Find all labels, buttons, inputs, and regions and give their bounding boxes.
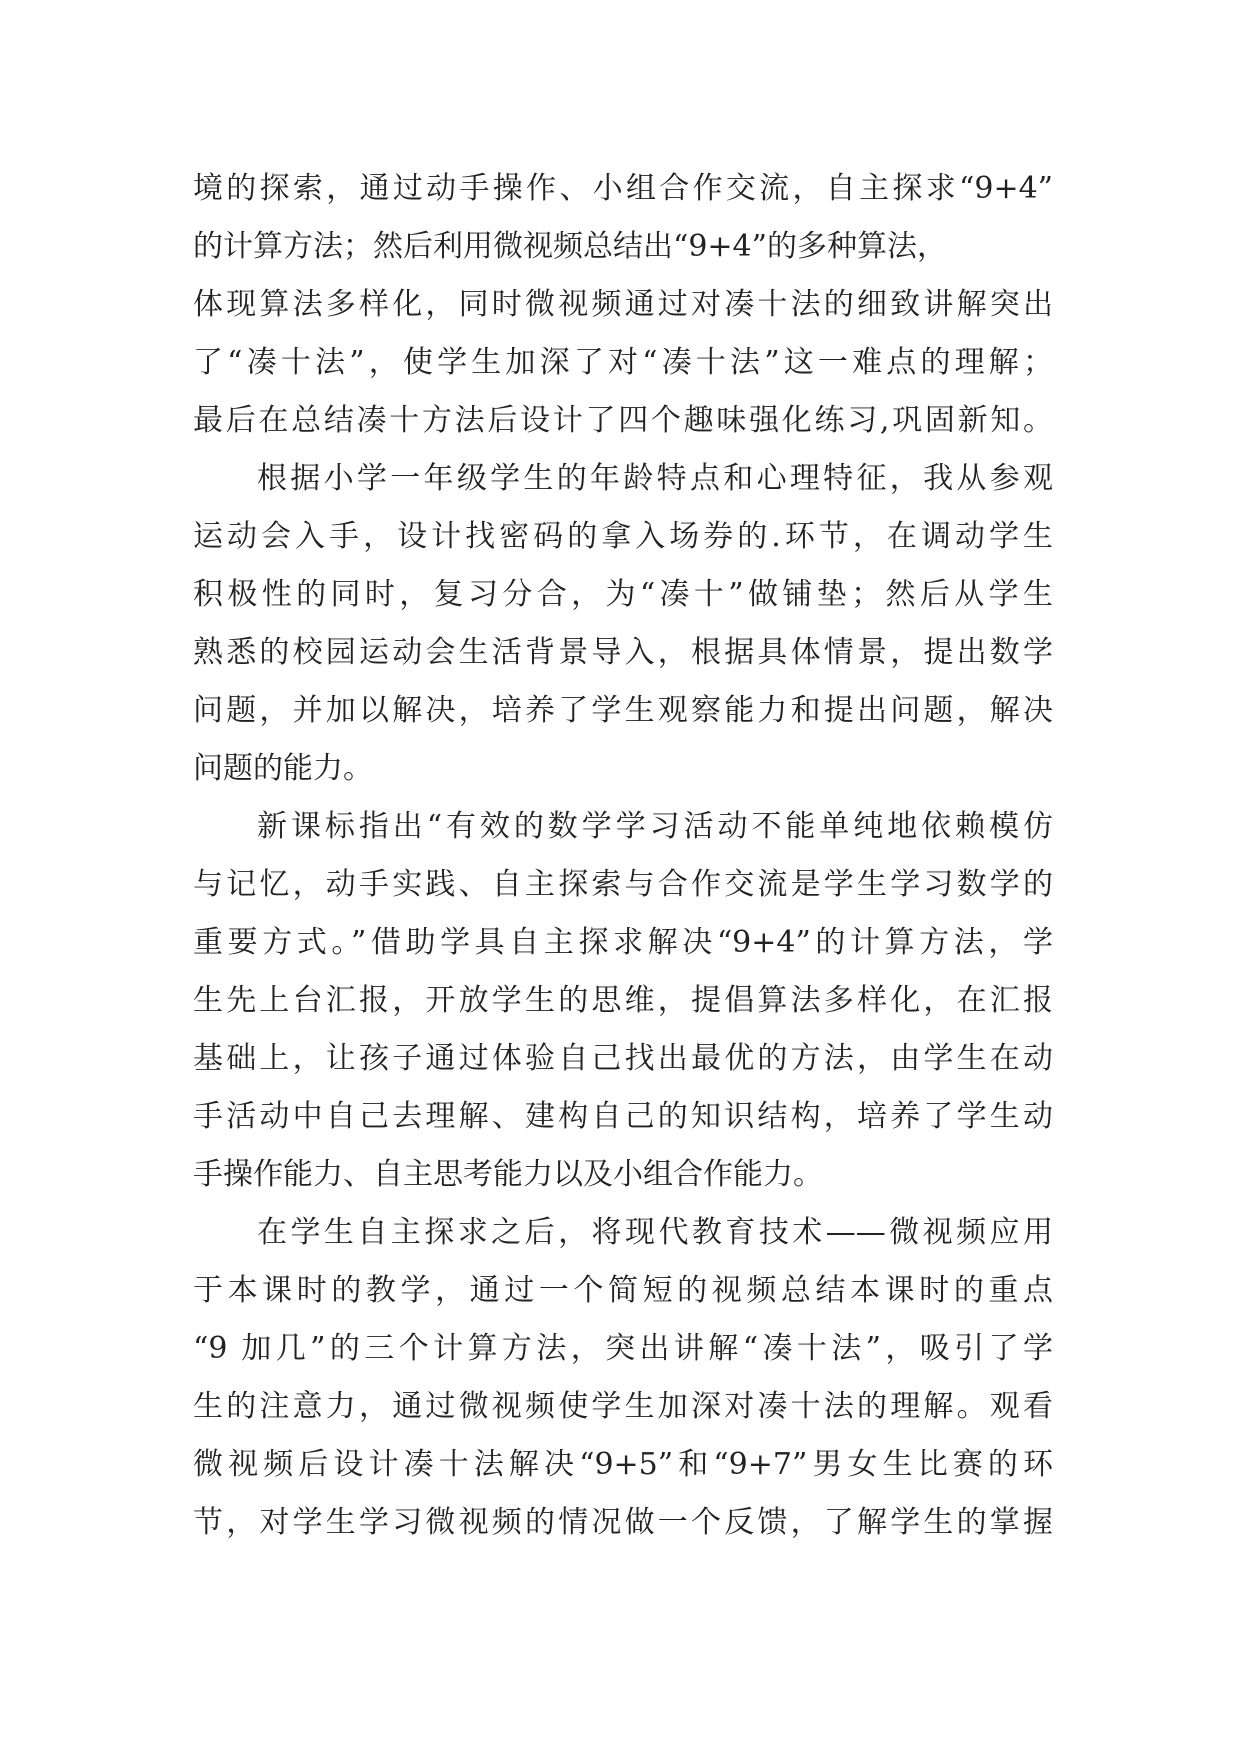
text-line: 熟悉的校园运动会生活背景导入，根据具体情景，提出数学 <box>193 635 1053 670</box>
text-line: 基础上，让孩子通过体验自己找出最优的方法，由学生在动 <box>193 1041 1053 1076</box>
text-line: 新课标指出“有效的数学学习活动不能单纯地依赖模仿 <box>257 809 1053 844</box>
text-line: 问题的能力。 <box>193 751 373 786</box>
text-line: 在学生自主探求之后，将现代教育技术——微视频应用 <box>257 1215 1053 1250</box>
text-line: 手操作能力、自主思考能力以及小组合作能力。 <box>193 1157 823 1192</box>
text-line: 的计算方法；然后利用微视频总结出“9+4”的多种算法， <box>193 229 947 264</box>
text-line: 最后在总结凑十方法后设计了四个趣味强化练习,巩固新知。 <box>193 403 1053 438</box>
text-line: 境的探索，通过动手操作、小组合作交流，自主探求“9+4” <box>193 171 1053 206</box>
text-line: 重要方式。”借助学具自主探求解决“9+4”的计算方法，学 <box>193 925 1053 960</box>
text-line: 运动会入手，设计找密码的拿入场券的.环节，在调动学生 <box>193 519 1053 554</box>
text-line: 体现算法多样化，同时微视频通过对凑十法的细致讲解突出 <box>193 287 1053 322</box>
text-line: 手活动中自己去理解、建构自己的知识结构，培养了学生动 <box>193 1099 1053 1134</box>
text-line: 了“凑十法”，使学生加深了对“凑十法”这一难点的理解； <box>193 345 1053 380</box>
text-line: 问题，并加以解决，培养了学生观察能力和提出问题，解决 <box>193 693 1053 728</box>
text-line: 节，对学生学习微视频的情况做一个反馈，了解学生的掌握 <box>193 1505 1053 1540</box>
text-line: “9 加几”的三个计算方法，突出讲解“凑十法”，吸引了学 <box>193 1331 1053 1366</box>
text-line: 生的注意力，通过微视频使学生加深对凑十法的理解。观看 <box>193 1389 1053 1424</box>
text-line: 与记忆，动手实践、自主探索与合作交流是学生学习数学的 <box>193 867 1053 902</box>
text-line: 于本课时的教学，通过一个简短的视频总结本课时的重点 <box>193 1273 1053 1308</box>
text-line: 生先上台汇报，开放学生的思维，提倡算法多样化，在汇报 <box>193 983 1053 1018</box>
text-line: 积极性的同时，复习分合，为“凑十”做铺垫；然后从学生 <box>193 577 1053 612</box>
text-line: 根据小学一年级学生的年龄特点和心理特征，我从参观 <box>257 461 1053 496</box>
text-line: 微视频后设计凑十法解决“9+5”和“9+7”男女生比赛的环 <box>193 1447 1053 1482</box>
body-text <box>193 160 1053 1552</box>
